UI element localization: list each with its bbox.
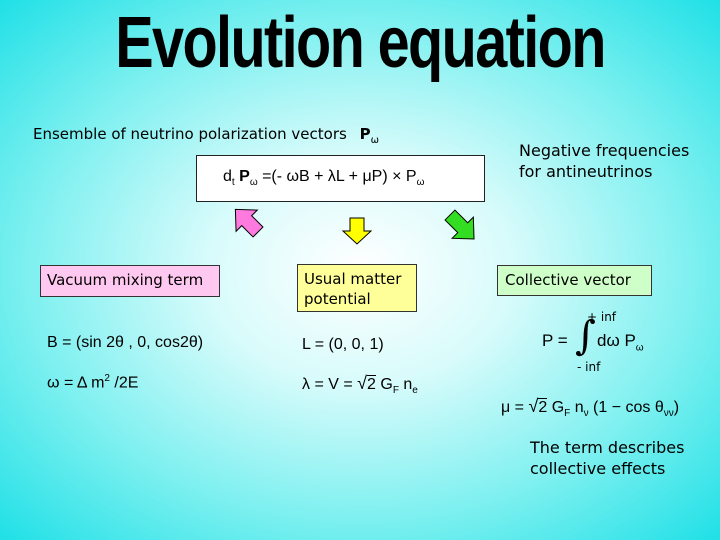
ensemble-label: Ensemble of neutrino polarization vectors [33,125,347,143]
sqrt-icon-2: √ [528,396,539,416]
collective-desc-line1: The term describes [530,438,685,457]
matter-lambda-b: G [375,376,393,393]
mu-root: 2 [538,399,548,416]
eq-d: d [223,168,232,185]
matter-lambda-equation [302,373,418,396]
eq-lhs-sub: ω [249,177,258,189]
vacuum-b-text: B = (sin 2θ , 0, cos2θ) [47,334,204,351]
page-title: Evolution equation [115,3,605,83]
mu-c: n [570,399,584,416]
matter-potential-label-box [297,264,417,312]
mu-a: μ = [501,399,529,416]
vacuum-omega-a: ω = Δ m [47,374,105,392]
integral-lower-limit: - inf [577,360,601,374]
vacuum-omega-sup: 2 [104,373,110,384]
ensemble-symbol-sub: ω [370,135,379,146]
integral-icon: ∫ [575,313,596,359]
arrow-middle [343,218,371,244]
collective-p-lhs: P = [542,331,568,350]
mu-e: ) [673,399,680,416]
vacuum-omega-equation [47,373,138,392]
matter-label-line2: potential [304,290,371,308]
matter-label-line1: Usual matter [304,270,402,288]
arrow-left [225,199,269,243]
vacuum-omega-b: /2E [109,374,139,392]
eq-rhs-sub: ω [416,177,425,189]
negative-freq-line1: Negative frequencies [519,141,690,160]
mu-b: G [547,399,565,416]
negative-freq-line2: for antineutrinos [519,162,653,181]
matter-lambda-c-sub: e [412,385,418,397]
eq-rhs: =(- ωB + λL + μP) × P [262,168,417,185]
collective-vector-label-box [497,265,652,296]
collective-mu-equation [501,396,679,419]
vacuum-mixing-label-box [40,265,220,297]
vacuum-b-equation [47,334,203,352]
collective-description [530,437,684,479]
mu-d: (1 − cos θ [588,399,664,416]
matter-lambda-c: n [398,376,413,393]
mu-d-sub: νν [663,408,674,420]
arrow-right [439,204,484,249]
mu-b-sub: F [564,408,571,420]
collective-desc-line2: collective effects [530,459,666,478]
eq-lhs: P [239,168,250,185]
collective-p-rhs-text: dω P [597,331,636,350]
collective-p-rhs-sub: ω [635,342,644,354]
integral-upper-limit: + inf [587,310,617,324]
matter-lambda-a: λ = V = [302,376,358,393]
matter-l-equation [302,336,384,354]
vacuum-mixing-label: Vacuum mixing term [47,271,204,289]
collective-vector-label: Collective vector [505,271,631,289]
matter-lambda-b-sub: F [392,385,399,397]
mu-c-sub: ν [583,408,589,420]
matter-lambda-root: 2 [367,376,376,393]
ensemble-symbol: P [359,125,371,143]
matter-l-text: L = (0, 0, 1) [302,336,384,353]
sqrt-icon: √ [357,373,368,393]
eq-d-sub: t [231,177,235,189]
collective-p-rhs [597,331,644,353]
